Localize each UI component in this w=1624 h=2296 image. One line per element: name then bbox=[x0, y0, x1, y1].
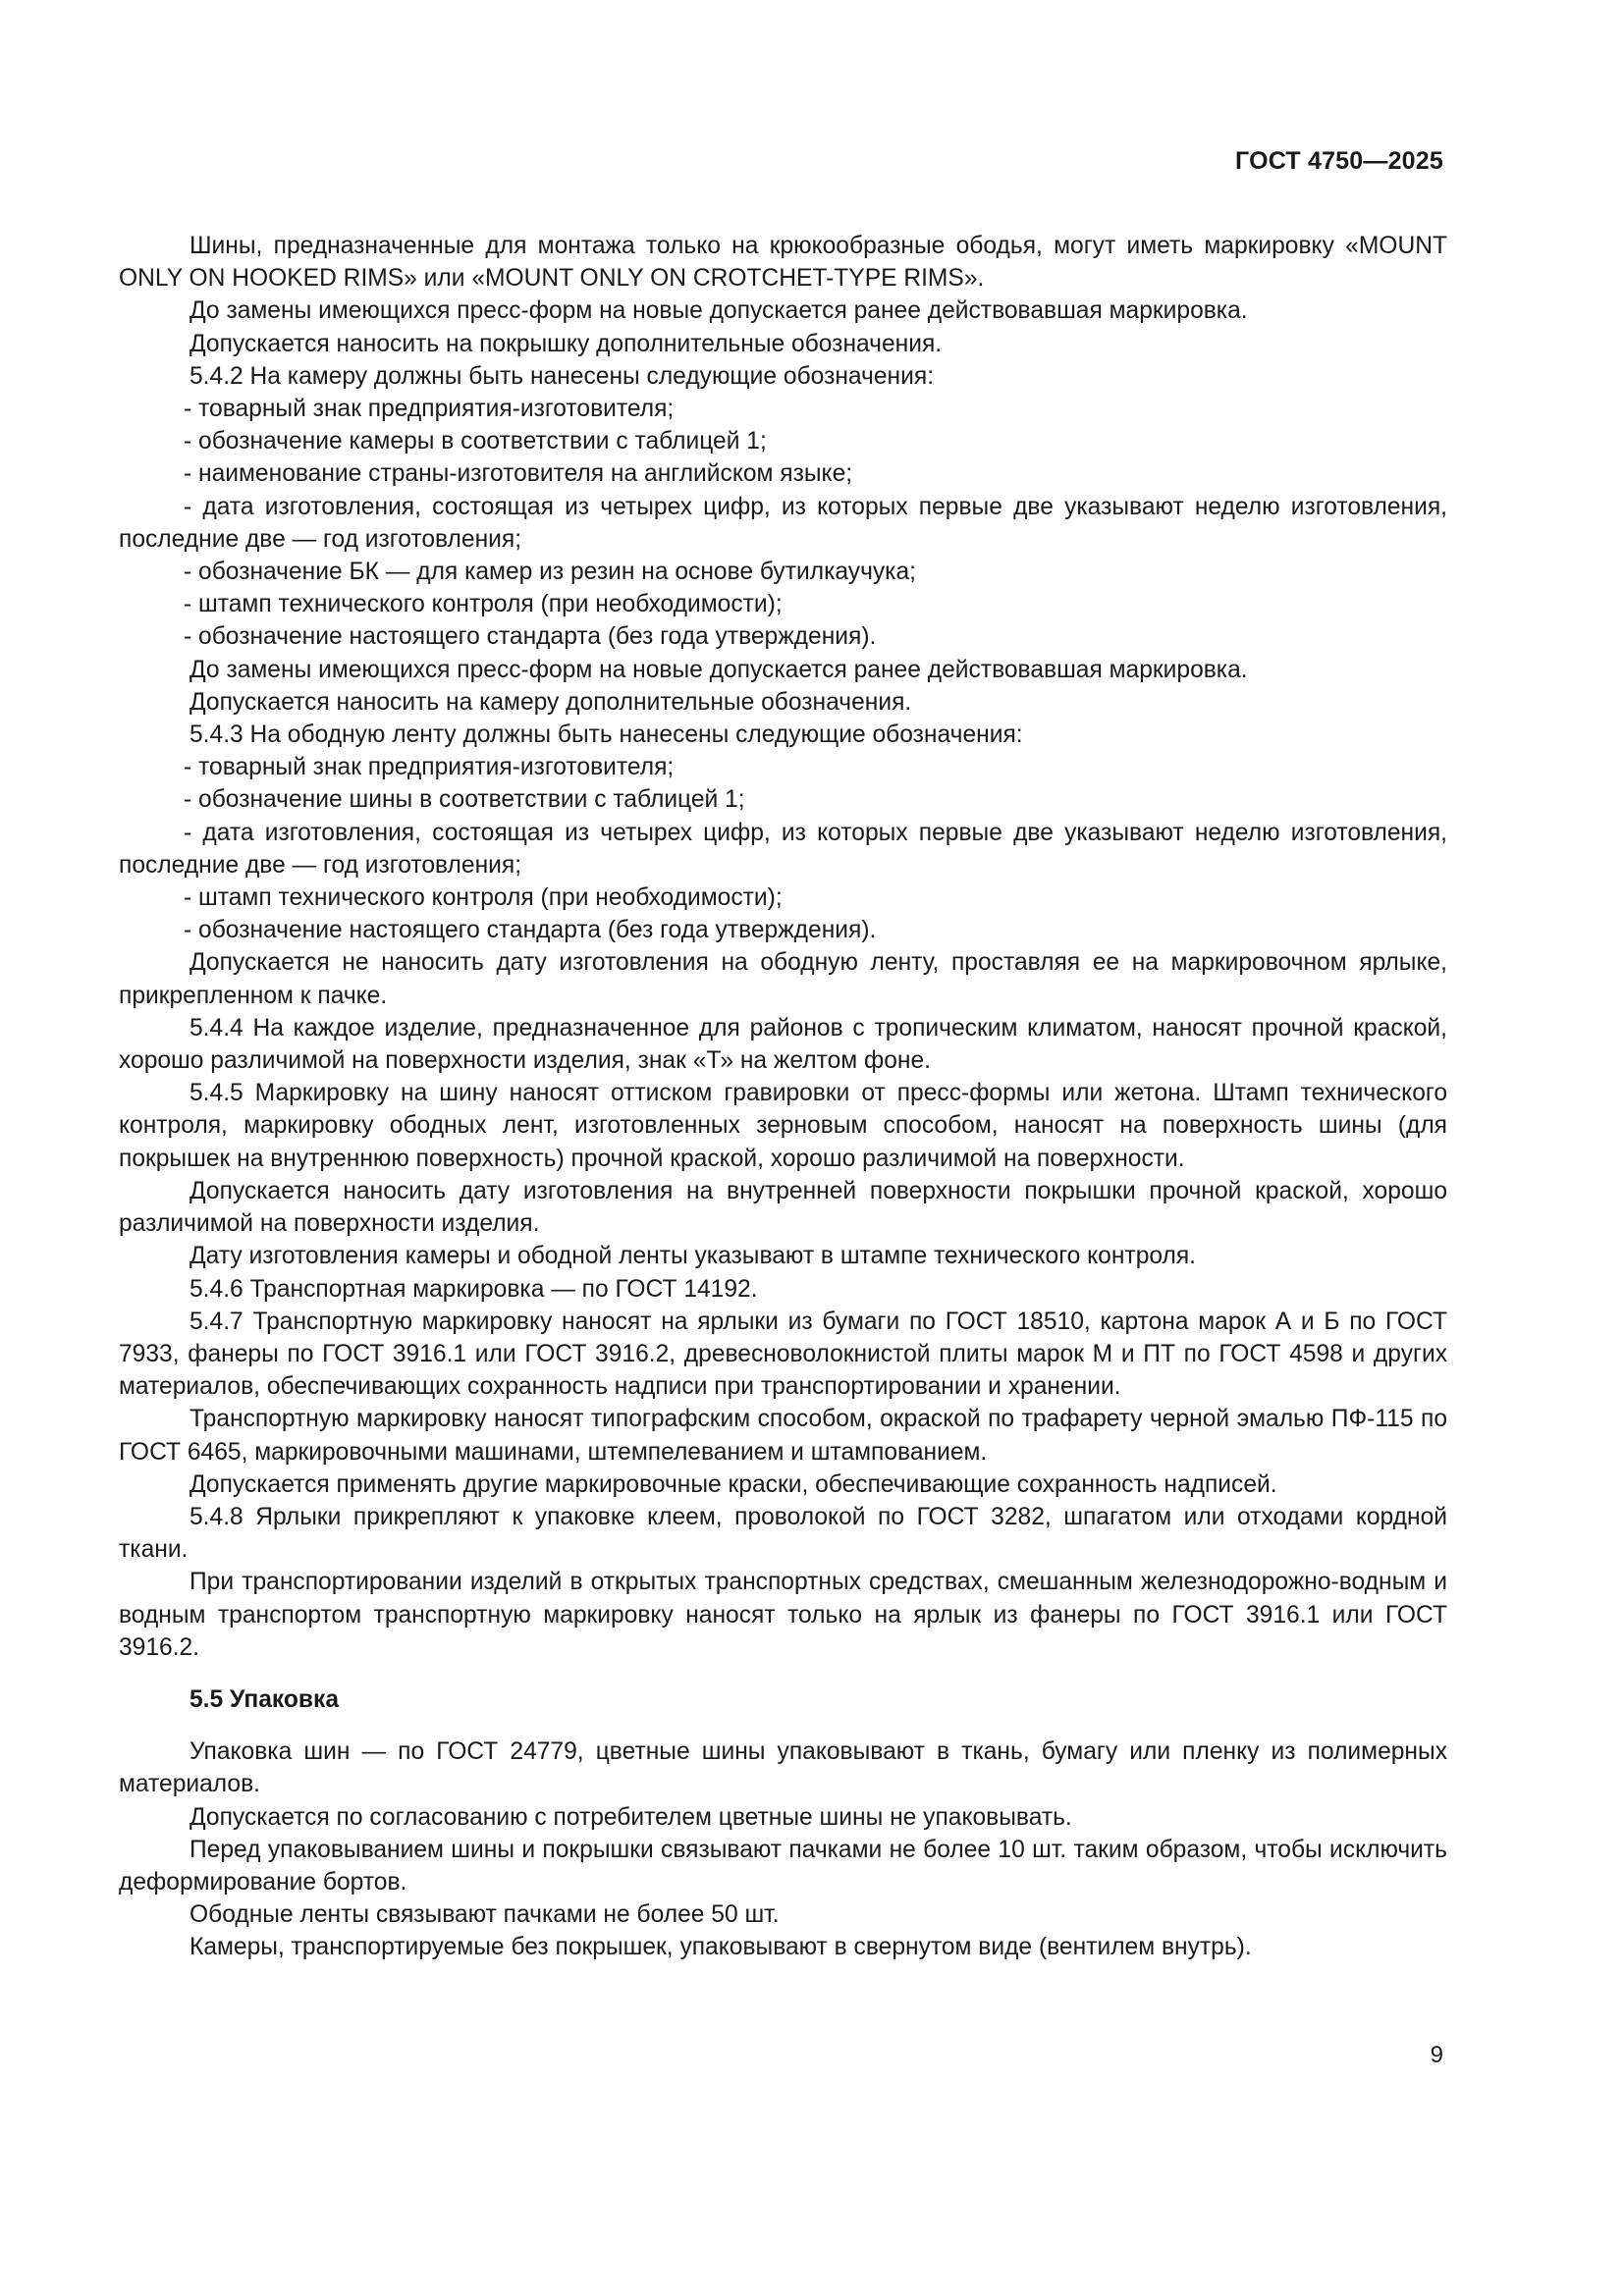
clause-5-4-2: 5.4.2 На камеру должны быть нанесены следующие обозначения: bbox=[189, 362, 935, 390]
clause-5-4-4: 5.4.4 На каждое изделие, предназначенное для районов с тропическим климатом, наносят прочной краской, хорошо различимой на поверхности изделия, знак «Т» на желтом фоне. bbox=[119, 1014, 1447, 1075]
clause-5-4-5: 5.4.5 Маркировку на шину наносят оттиском гравировки от пресс-формы или жетона. Штамп технического контроля, маркировку ободных лент, изготовленных зерновым способом, наносят на поверхность шины (для покрышек на внутреннюю поверхность) прочной краской, хорошо различимой на поверхности. bbox=[119, 1080, 1447, 1172]
paragraph: Дату изготовления камеры и ободной ленты указывают в штампе технического контроля. bbox=[189, 1243, 1197, 1270]
list-item: - обозначение настоящего стандарта (без года утверждения). bbox=[184, 917, 877, 944]
section-heading-5-5: 5.5 Упаковка bbox=[189, 1685, 340, 1713]
list-item: - товарный знак предприятия-изготовителя; bbox=[184, 396, 675, 423]
paragraph: Перед упаковыванием шины и покрышки связывают пачками не более 10 шт. таким образом, чтобы исключить деформирование бортов. bbox=[119, 1836, 1447, 1896]
paragraph: Допускается применять другие маркировочные краски, обеспечивающие сохранность надписей. bbox=[189, 1470, 1277, 1498]
list-item: - дата изготовления, состоящая из четырех цифр, из которых первые две указывают неделю изготовления, последние две — год изготовления; bbox=[119, 819, 1447, 879]
list-item: - наименование страны-изготовителя на английском языке; bbox=[184, 460, 853, 488]
list-item: - обозначение БК — для камер из резин на основе бутилкаучука; bbox=[184, 559, 916, 586]
list-item: - товарный знак предприятия-изготовителя; bbox=[184, 754, 675, 781]
paragraph: Упаковка шин — по ГОСТ 24779, цветные шины упаковывают в ткань, бумагу или пленку из полимерных материалов. bbox=[119, 1738, 1447, 1798]
paragraph: Допускается не наносить дату изготовления на ободную ленту, проставляя ее на маркировочном ярлыке, прикрепленном к пачке. bbox=[119, 949, 1447, 1009]
document-body bbox=[119, 230, 1447, 1964]
paragraph: Допускается наносить на камеру дополнительные обозначения. bbox=[189, 688, 912, 716]
paragraph: Допускается наносить на покрышку дополнительные обозначения. bbox=[189, 330, 943, 357]
list-item: - обозначение настоящего стандарта (без года утверждения). bbox=[184, 623, 877, 651]
paragraph: Транспортную маркировку наносят типографским способом, окраской по трафарету черной эмалью ПФ-115 по ГОСТ 6465, маркировочными машинами, штемпелеванием и штампованием. bbox=[119, 1406, 1447, 1466]
paragraph: Шины, предназначенные для монтажа только на крюкообразные ободья, могут иметь маркировку «MOUNT ONLY ON HOOKED RIMS» или «MOUNT ONLY ON CROTCHET-TYPE RIMS». bbox=[119, 233, 1447, 293]
paragraph: Камеры, транспортируемые без покрышек, упаковывают в свернутом виде (вентилем внутрь). bbox=[189, 1934, 1252, 1961]
clause-5-4-6: 5.4.6 Транспортная маркировка — по ГОСТ 14192. bbox=[189, 1275, 758, 1303]
clause-5-4-3: 5.4.3 На ободную ленту должны быть нанесены следующие обозначения: bbox=[189, 721, 1023, 749]
clause-5-4-7: 5.4.7 Транспортную маркировку наносят на ярлыки из бумаги по ГОСТ 18510, картона марок А и Б по ГОСТ 7933, фанеры по ГОСТ 3916.1 или ГОСТ 3916.2, древесноволокнистой плиты марок М и ПТ по ГОСТ 4598 и других материалов, обеспечивающих сохранность надписи при транспортировании и хранении. bbox=[119, 1308, 1447, 1401]
list-item: - дата изготовления, состоящая из четырех цифр, из которых первые две указывают неделю изготовления, последние две — год изготовления; bbox=[119, 493, 1447, 553]
paragraph: Допускается наносить дату изготовления на внутренней поверхности покрышки прочной краской, хорошо различимой на поверхности изделия. bbox=[119, 1177, 1447, 1238]
list-item: - штамп технического контроля (при необходимости); bbox=[184, 884, 783, 912]
clause-5-4-8: 5.4.8 Ярлыки прикрепляют к упаковке клеем, проволокой по ГОСТ 3282, шпагатом или отходами кордной ткани. bbox=[119, 1503, 1447, 1564]
document-header: ГОСТ 4750—2025 bbox=[1235, 147, 1443, 175]
paragraph: Ободные ленты связывают пачками не более 50 шт. bbox=[189, 1901, 780, 1929]
paragraph: Допускается по согласованию с потребителем цветные шины не упаковывать. bbox=[189, 1803, 1072, 1831]
paragraph: До замены имеющихся пресс-форм на новые допускается ранее действовавшая маркировка. bbox=[189, 297, 1248, 325]
paragraph: До замены имеющихся пресс-форм на новые допускается ранее действовавшая маркировка. bbox=[189, 656, 1248, 683]
list-item: - обозначение шины в соответствии с таблицей 1; bbox=[184, 786, 745, 814]
paragraph: При транспортировании изделий в открытых транспортных средствах, смешанным железнодорожно-водным и водным транспортом транспортную маркировку наносят только на ярлык из фанеры по ГОСТ 3916.1 или ГОСТ 3916.2. bbox=[119, 1569, 1447, 1661]
page-number: 9 bbox=[1430, 2042, 1443, 2068]
list-item: - обозначение камеры в соответствии с таблицей 1; bbox=[184, 428, 767, 455]
list-item: - штамп технического контроля (при необходимости); bbox=[184, 591, 783, 618]
